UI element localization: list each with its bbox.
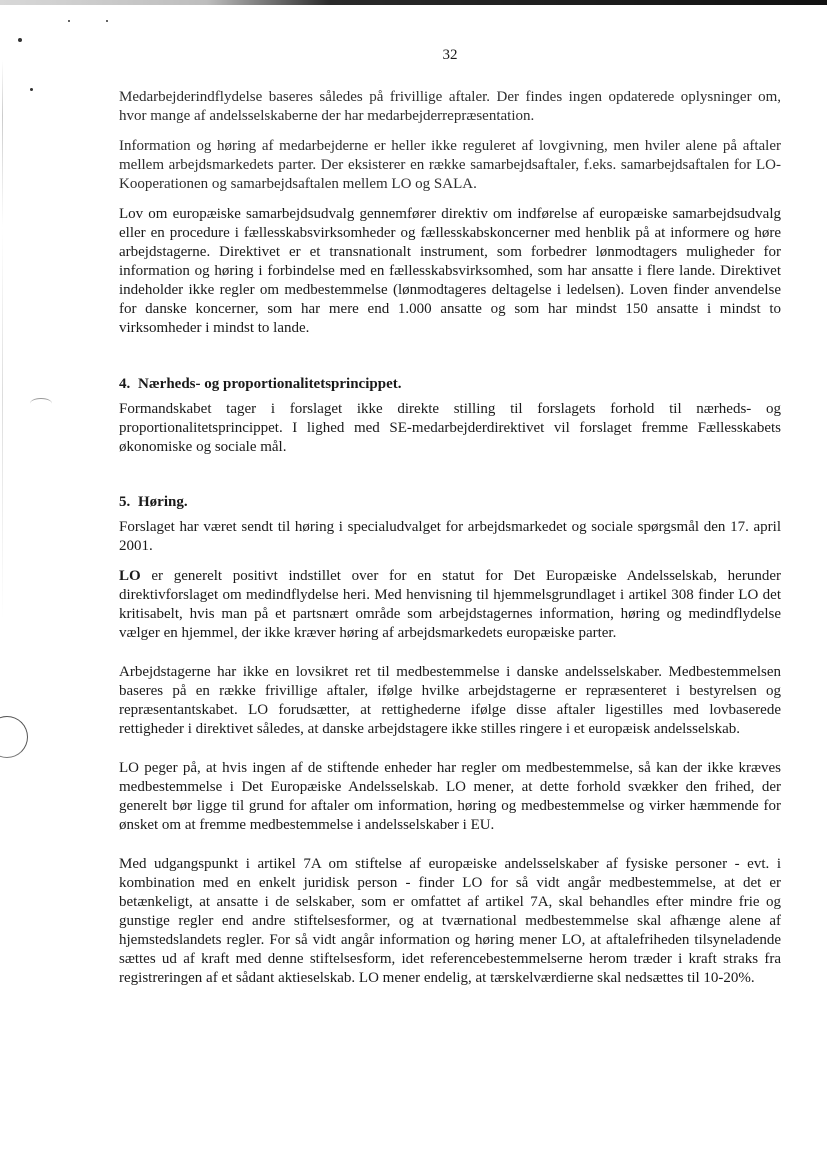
paragraph-information-hearing: Information og høring af medarbejderne er heller ikke reguleret af lovgivning, men hviler alene på aftaler mellem arbejdsmarkedets parter. Der eksisterer en række samarbejdsaftaler, f.eks. samarbejdsaftalen for LO-Kooperationen og samarbejdsaftalen mellem LO og SALA. [119,138,781,192]
scan-speck [68,20,70,22]
scan-top-edge [0,0,827,5]
paragraph-ewc-law: Lov om europæiske samarbejdsudvalg gennemfører direktiv om indførelse af europæiske samarbejdsudvalg eller en procedure i fællesskabsvirksomheder og fællesskabskoncerner med henblik på at informere og høre arbejdstagerne. Direktivet er et transnationalt instrument, som forbedrer lønmodtagers muligheder for information og høring i forbindelse med en fællesskabsvirksomhed, som har ansatte i flere lande. Direktivet indeholder ikke regler om medbestemmelse (lønmodtageres deltagelse i ledelsen). Loven finder anvendelse for danske koncerner, som har mere end 1.000 ansatte og som har mindst 150 ansatte i mindst to virksomheder i mindst to lande. [119,206,781,336]
section-5-title: Høring. [138,494,188,510]
scan-speck [30,88,33,91]
page-number: 32 [442,47,458,63]
paragraph-lo-founding-entities: LO peger på, at hvis ingen af de stiftende enheder har regler om medbestemmelse, så kan der ikke kræves medbestemmelse i Det Europæiske Andelsselskab. LO mener, at dette forhold svækker den frihed, der generelt bør ligge til grund for aftaler om information, høring og medbestemmelse og virker hæmmende for ønsket om at fremme medbestemmelse i andelsselskaber i EU. [119,760,781,833]
paragraph-employee-influence: Medarbejderindflydelse baseres således på frivillige aftaler. Der findes ingen opdaterede oplysninger om, hvor mange af andelsselskaberne der har medarbejderrepræsentation. [119,89,781,124]
paragraph-hearing-intro: Forslaget har været sendt til høring i specialudvalget for arbejdsmarkedet og sociale spørgsmål den 17. april 2001. [119,519,781,554]
lo-lead: LO [119,568,141,584]
paragraph-lo-codetermination: Arbejdstagerne har ikke en lovsikret ret til medbestemmelse i danske andelsselskaber. Medbestemmelsen baseres på en række frivillige aftaler, ifølge hvilke arbejdstagerne er repræsenteret i bestyrelsen og repræsentantskabet. LO forudsætter, at rettighederne ifølge disse aftaler ligestilles med lovbaserede rettigheder i direktivet således, at danske arbejdstagere ikke stilles ringere i et europæisk andelsselskab. [119,664,781,737]
section-4-number: 4. [119,376,131,392]
paragraph-lo-position [119,567,781,643]
scan-speck [106,20,108,22]
punch-hole-mark [0,716,28,758]
document-body [119,88,781,988]
scan-edge-shadow [2,60,3,620]
scan-scribble [30,398,52,409]
section-5-heading [119,493,781,512]
paragraph-lo-article-7a: Med udgangspunkt i artikel 7A om stiftelse af europæiske andelsselskaber af fysiske personer - evt. i kombination med en enkelt juridisk person - finder LO for så vidt angår medbestemmelse, at det er betænkeligt, at ansatte i de selskaber, som er omfattet af artikel 7A, skal behandles efter mindre frie og gunstige regler end andre stiftelsesformer, og at tværnational medbestemmelse skal afhænge alene af hjemstedslandets regler. For så vidt angår information og høring mener LO, at aftalefriheden tilsyneladende sættes ud af kraft med denne stiftelsesform, idet referencebestemmelserne herom træder i kraft straks fra registreringen af et sådant aktieselskab. LO mener endelig, at tærskelværdierne skal nedsættes til 10-20%. [119,856,781,986]
lo-position-text: er generelt positivt indstillet over for en statut for Det Europæiske Andelsselskab, herunder direktivforslaget om medindflydelse heri. Med henvisning til hjemmelsgrundlaget i artikel 308 finder LO det kritisabelt, hvis man på et partsnært område som arbejdstagernes information, høring og medindflydelse vælger en hjemmel, der ikke kræver høring af arbejdsmarkedets europæiske parter. [119,568,781,641]
section-5-number: 5. [119,494,131,510]
section-4-title: Nærheds- og proportionalitetsprincippet. [138,376,402,392]
section-4-heading [119,375,781,394]
paragraph-subsidiarity: Formandskabet tager i forslaget ikke direkte stilling til forslagets forhold til nærheds- og proportionalitetsprincippet. I lighed med SE-medarbejderdirektivet vil forslaget fremme Fællesskabets økonomiske og sociale mål. [119,401,781,455]
scan-speck [18,38,22,42]
